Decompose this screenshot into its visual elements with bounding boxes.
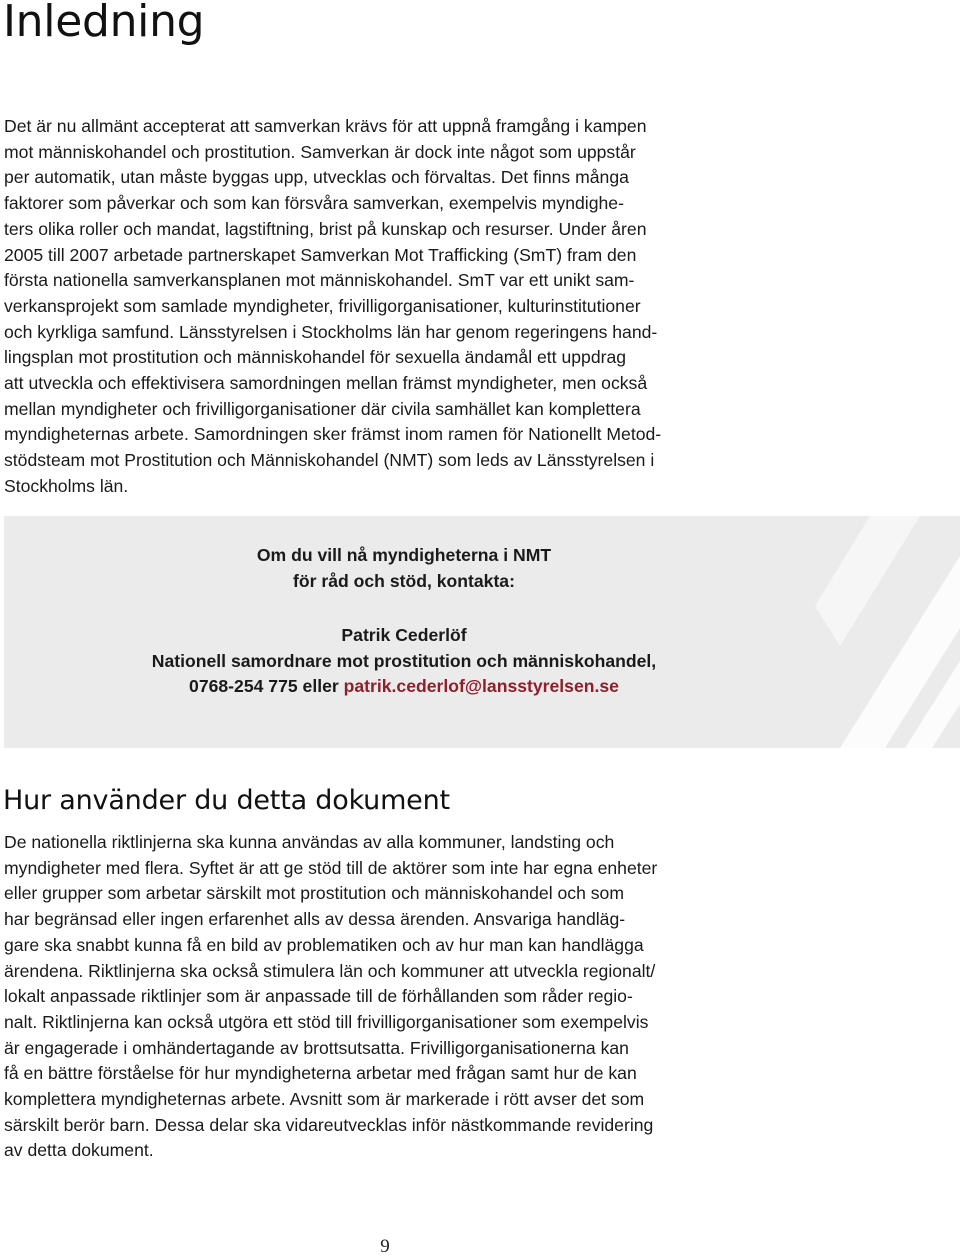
- contact-details: [4, 623, 804, 700]
- usage-line: eller grupper som arbetar särskilt mot prostitution och människohandel och som: [4, 883, 624, 904]
- intro-line: verkansprojekt som samlade myndigheter, frivilligorganisationer, kulturinstitutioner: [4, 295, 641, 316]
- intro-line: Det är nu allmänt accepterat att samverkan krävs för att uppnå framgång i kampen: [4, 116, 647, 136]
- usage-line: De nationella riktlinjerna ska kunna användas av alla kommuner, landsting och: [4, 832, 615, 852]
- intro-line: att utveckla och effektivisera samordningen mellan främst myndigheter, men också: [4, 373, 648, 394]
- intro-line: per automatik, utan måste byggas upp, utvecklas och förvaltas. Det finns många: [4, 167, 629, 188]
- contact-prompt-line: för råd och stöd, kontakta:: [293, 570, 515, 591]
- intro-line: 2005 till 2007 arbetade partnerskapet Samverkan Mot Trafficking (SmT) fram den: [4, 244, 637, 265]
- intro-line: och kyrkliga samfund. Länsstyrelsen i Stockholms län har genom regeringens hand-: [4, 321, 658, 342]
- section-heading: Hur använder du detta dokument: [3, 785, 450, 816]
- contact-info-box: [4, 516, 960, 748]
- usage-line: komplettera myndigheternas arbete. Avsnitt som är markerade i rött avser det som: [4, 1089, 645, 1110]
- usage-paragraph: [4, 830, 804, 1164]
- contact-prompt-line: Om du vill nå myndigheterna i NMT: [256, 545, 552, 565]
- usage-line: gare ska snabbt kunna få en bild av problematiken och av hur man kan handlägga: [4, 934, 644, 955]
- intro-line: faktorer som påverkar och som kan försvåra samverkan, exempelvis myndighe-: [4, 193, 624, 214]
- page-number: 9: [380, 1236, 390, 1257]
- contact-phone-email-line: [4, 674, 804, 700]
- contact-name: Patrik Cederlöf: [341, 625, 467, 645]
- usage-line: myndigheter med flera. Syftet är att ge stöd till de aktörer som inte har egna enheter: [4, 857, 658, 878]
- usage-line: av detta dokument.: [4, 1140, 154, 1161]
- intro-line: ters olika roller och mandat, lagstiftning, brist på kunskap och resurser. Under åren: [4, 218, 647, 239]
- intro-paragraph: [4, 114, 804, 500]
- usage-line: har begränsad eller ingen erfarenhet alls av dessa ärenden. Ansvariga handläg-: [4, 909, 626, 930]
- intro-line: lingsplan mot prostitution och människohandel för sexuella ändamål ett uppdrag: [4, 347, 627, 368]
- intro-line: första nationella samverkansplanen mot människohandel. SmT var ett unikt sam-: [4, 270, 635, 291]
- page-title: Inledning: [3, 0, 205, 47]
- intro-line: myndigheternas arbete. Samordningen sker främst inom ramen för Nationellt Metod-: [4, 424, 662, 445]
- usage-line: är engagerade i omhändertagande av brottsutsatta. Frivilligorganisationerna kan: [4, 1037, 629, 1058]
- contact-prompt: [4, 543, 804, 594]
- intro-line: Stockholms län.: [4, 475, 129, 496]
- contact-email-link[interactable]: patrik.cederlof@lansstyrelsen.se: [343, 676, 619, 696]
- usage-line: få en bättre förståelse för hur myndigheterna arbetar med frågan samt hur de kan: [4, 1063, 637, 1084]
- usage-line: lokalt anpassade riktlinjer som är anpassade till de förhållanden som råder regio-: [4, 986, 633, 1007]
- intro-line: mot människohandel och prostitution. Samverkan är dock inte något som uppstår: [4, 141, 636, 162]
- intro-line: stödsteam mot Prostitution och Människohandel (NMT) som leds av Länsstyrelsen i: [4, 450, 655, 471]
- usage-line: ärendena. Riktlinjerna ska också stimulera län och kommuner att utveckla regionalt/: [4, 960, 656, 981]
- contact-phone: 0768-254 775 eller: [189, 676, 344, 696]
- intro-line: mellan myndigheter och frivilligorganisationer där civila samhället kan komplettera: [4, 398, 641, 419]
- usage-line: nalt. Riktlinjerna kan också utgöra ett stöd till frivilligorganisationer som exempelvis: [4, 1011, 649, 1032]
- contact-role: Nationell samordnare mot prostitution och människohandel,: [151, 650, 657, 671]
- usage-line: särskilt berör barn. Dessa delar ska vidareutvecklas inför nästkommande revidering: [4, 1114, 654, 1135]
